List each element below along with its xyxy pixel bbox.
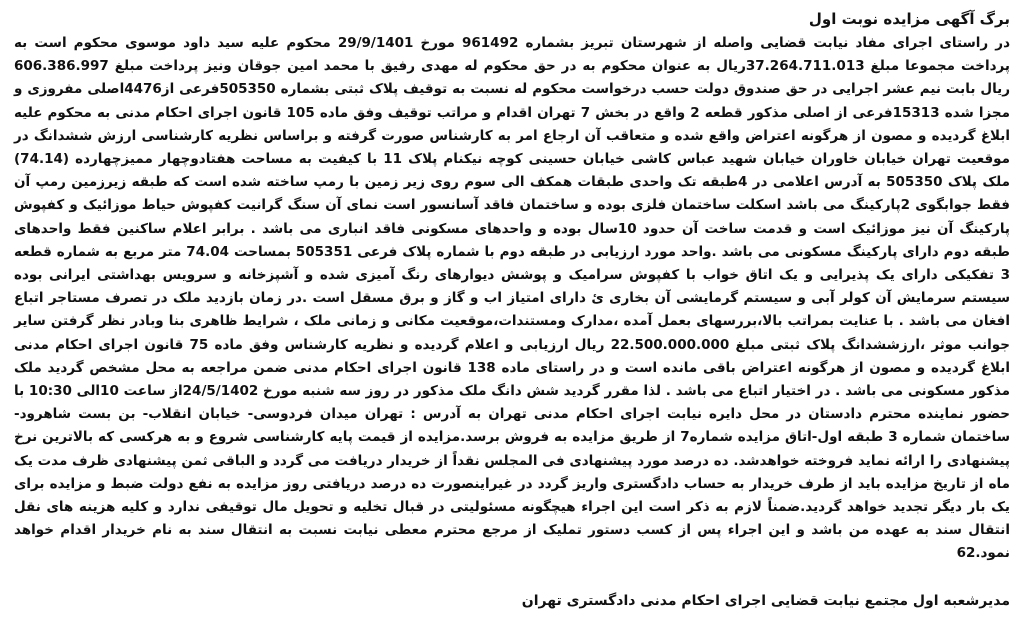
notice-body: در راستای اجرای مفاد نیابت قضایی واصله از شهرستان تبریز بشماره 961492 مورخ 29/9/1401 محکوم علیه سید داود موسوی محکوم است به پرداخت مجموعا مبلغ 37.264.711.013ریال به عنوان محکوم به در حق محکوم له مهدی رفیق با محمد امین جوقان ونیز پرداخت مبلغ 606.386.997 ریال بابت نیم عشر اجرایی در حق صندوق دولت حسب درخواست محکوم له نسبت به توقیف پلاک ثبتی بشماره 505350فرعی از4476اصلی مفروزی و مجزا شده 15313فرعی از اصلی مذکور قطعه 2 واقع در بخش 7 تهران اقدام و مراتب توقیف وفق ماده 105 قانون اجرای احکام مدنی به محکوم علیه ابلاغ گردیده و مصون از هرگونه اعتراض واقع شده و متعاقب آن ارجاع امر به کارشناس صورت گرفته و براساس نظریه کارشناسی ارزش ششدانگ در موقعیت تهران خیابان خاوران خیابان شهید عباس کاشی خیابان حسینی کوچه نیکنام پلاک 11 با کیفیت به مساحت هفتادوچهار ممیزچهارده (74.14) ملک پلاک 505350 به آدرس اعلامی در 4طبقه تک واحدی طبقات همکف الی سوم روی زیر زمین با رمپ ساخته شده است که طبقه زیرزمین رمپ آن فقط جوابگوی 2پارکینگ می باشد اسکلت ساختمان فلزی بوده و ساختمان فاقد آسانسور است نمای آن سنگ گرانیت کفپوش حیاط موزائیک و کفپوش پارکینگ آن نیز موزائیک است و قدمت ساخت آن حدود 10سال بوده و واحدهای مسکونی فاقد انباری می باشد . برابر اعلام ساکنین فقط واحدهای طبقه دوم دارای پارکینگ مسکونی می باشد .واحد مورد ارزیابی در طبقه دوم با شماره پلاک فرعی 505351 بمساحت 74.04 متر مربع به شماره قطعه 3 تفکیکی دارای یک پذیرایی و یک اتاق خواب با کفپوش سرامیک و پوشش دیوارهای رنگ آمیزی شده و آشپزخانه و سرویس بهداشتی ایرانی بوده سیستم سرمایش آن کولر آبی و سیستم گرمایشی آن بخاری ئ دارای امتیاز اب و گاز و برق مسقل است .در زمان بازدید ملک در تصرف مستاجر اتباع افغان می باشد . با عنایت بمراتب بالا،بررسهای بعمل آمده ،مدارک ومستندات،موقعیت مکانی و زمانی ملک ، شرایط ظاهری بنا وبادر نظر گرفتن سایر جوانب موثر ،ارزششدانگ پلاک ثبتی مبلغ 22.500.000.000 ریال ارزیابی و اعلام گردیده و نظریه کارشناس وفق ماده 75 قانون اجرای احکام مدنی ابلاغ گردیده و مصون از هرگونه اعتراض باقی مانده است و در راستای ماده 138 قانون اجرای احکام مدنی ضمن مراجعه به محل مشخص گردید ملک مذکور مسکونی می باشد . در اختیار اتباع می باشد . لذا مقرر گردید شش دانگ ملک مذکور در روز سه شنبه مورخ 24/5/1402از ساعت 10الی 10:30 با حضور نماینده محترم دادستان در محل دایره نیابت اجرای احکام مدنی تهران به آدرس : تهران میدان فردوسی- خیابان انقلاب- بن بست شاهرود- ساختمان شماره 3 طبقه اول-اتاق مزایده شماره7 از طریق مزایده به فروش برسد.مزایده از قیمت پایه کارشناسی شروع و به هرکسی که بالاترین نرخ پیشنهادی را ارائه نماید فروخته خواهدشد. ده درصد مورد پیشنهادی فی المجلس نقداً از خریدار دریافت می گردد و الباقی ثمن پیشنهادی ظرف مدت یک ماه از تاریخ مزایده باید از طرف خریدار به حساب دادگستری واریز گردد در غیراینصورت ده درصد دریافتی روز مزایده به نفع دولت ضبط و مزایده برای یک بار دیگر تجدید خواهد گردید.ضمناً لازم به ذکر است این اجراء هیچگونه مسئولیتی در قبال تخلیه و تحویل مال توقیفی ندارد و کلیه هزینه های نقل انتقال سند به عهده من باشد و این اجراء پس از کسب دستور تملیک از مرجع محترم معطی نیابت نسبت به انتقال سند به نام خریدار اقدام خواهد نمود.62 <box>14 35 1011 562</box>
notice-title: برگ آگهی مزایده نوبت اول <box>808 10 1010 28</box>
notice-signature: مدیرشعبه اول مجتمع نیابت قضایی اجرای احکام مدنی دادگستری تهران <box>521 593 1010 609</box>
